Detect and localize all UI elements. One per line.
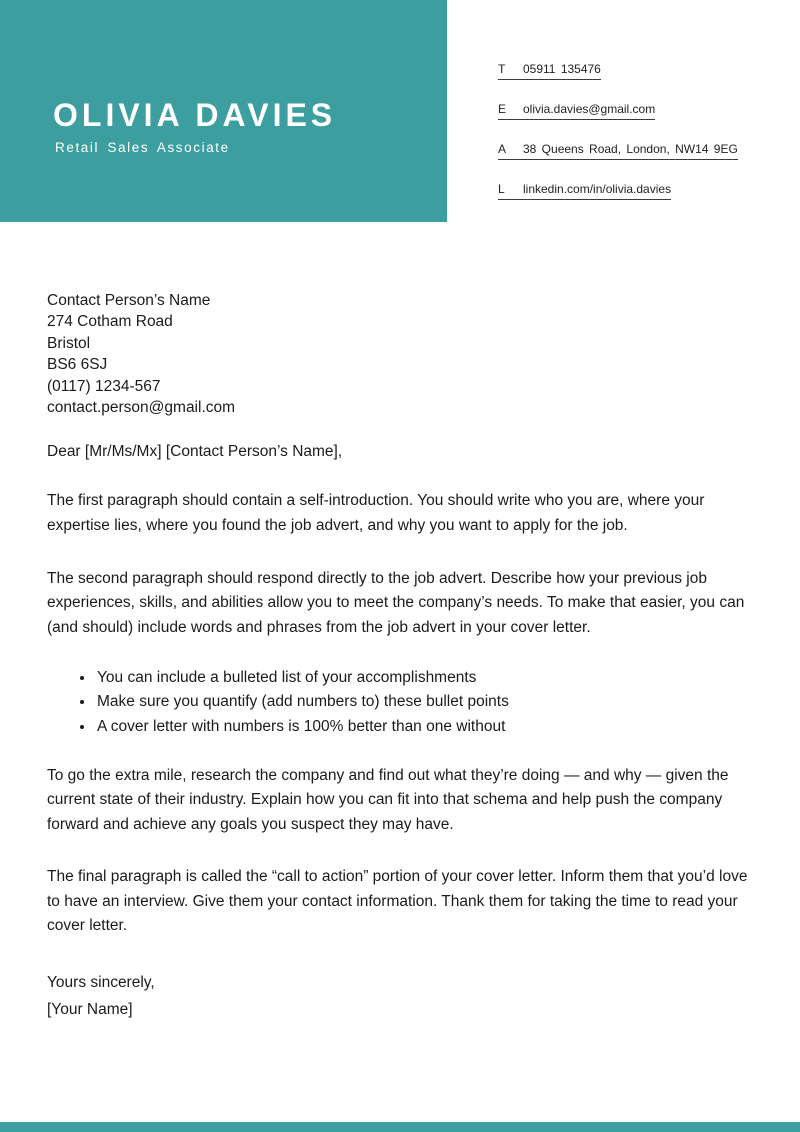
address-line — [498, 142, 738, 160]
email-value: olivia.davies@gmail.com — [523, 102, 656, 116]
list-item: • A cover letter with numbers is 100% better than one without — [95, 715, 755, 740]
list-item: • You can include a bulleted list of your accomplishments — [95, 666, 755, 691]
linkedin-label: L — [498, 182, 505, 196]
letter-body — [47, 290, 755, 1023]
recipient-postcode: BS6 6SJ — [47, 356, 108, 374]
recipient-city: Bristol — [47, 334, 91, 352]
recipient-phone: (0117) 1234-567 — [47, 377, 161, 395]
email-line — [498, 102, 655, 120]
linkedin-line — [498, 182, 671, 200]
contact-row-address — [498, 142, 738, 182]
recipient-email: contact.person@gmail.com — [47, 399, 236, 417]
closing-valediction: Yours sincerely, — [47, 973, 155, 991]
recipient-street: 274 Cotham Road — [47, 313, 173, 331]
contact-row-phone — [498, 62, 738, 102]
list-item: • Make sure you quantify (add numbers to) these bullet points — [95, 690, 755, 715]
candidate-job-title: Retail Sales Associate — [55, 140, 230, 155]
recipient-block — [47, 290, 755, 418]
salutation: Dear [Mr/Ms/Mx] [Contact Person’s Name], — [47, 443, 343, 461]
phone-label: T — [498, 62, 506, 76]
closing-signature: [Your Name] — [47, 1000, 133, 1018]
recipient-name: Contact Person’s Name — [47, 292, 211, 309]
phone-line — [498, 62, 601, 80]
paragraph-research: To go the extra mile, research the company and find out what they’re doing — and why — given the current state of their industry. Explain how you can fit into that schema and help push the company forward and achieve any goals you suspect they may have. — [47, 766, 729, 834]
header-banner — [0, 0, 447, 222]
linkedin-value: linkedin.com/in/olivia.davies — [523, 182, 672, 196]
contact-info — [498, 62, 738, 222]
address-label: A — [498, 142, 507, 156]
contact-row-email — [498, 102, 738, 142]
address-value: 38 Queens Road, London, NW14 9EG — [523, 142, 738, 156]
footer-accent-bar — [0, 1122, 800, 1132]
accomplishments-list — [47, 666, 755, 740]
paragraph-intro: The first paragraph should contain a self-introduction. You should write who you are, where your expertise lies, where you found the job advert, and why you want to apply for the job. — [47, 492, 705, 534]
candidate-name: OLIVIA DAVIES — [53, 97, 337, 133]
paragraph-call-to-action: The final paragraph is called the “call to action” portion of your cover letter. Inform them that you’d love to have an interview. Give them your contact information. Thank them for taking the time to read your cover letter. — [47, 867, 748, 935]
email-label: E — [498, 102, 507, 116]
phone-value: 05911 135476 — [523, 62, 601, 76]
paragraph-respond: The second paragraph should respond directly to the job advert. Describe how your previous job experiences, skills, and abilities allow you to meet the company’s needs. To make that easier, you can (and should) include words and phrases from the job advert in your cover letter. — [47, 569, 745, 636]
closing-block — [47, 969, 755, 1023]
contact-row-linkedin — [498, 182, 738, 222]
